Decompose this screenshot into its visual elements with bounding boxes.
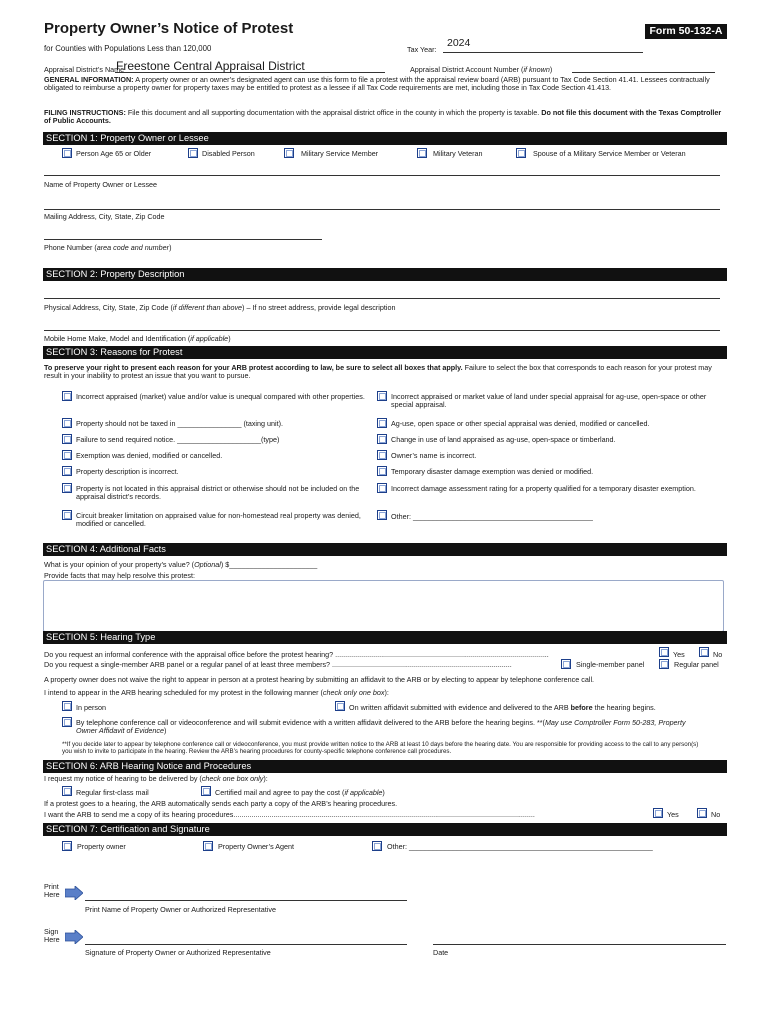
reason-ag-denied: Ag-use, open space or other special appraisal was denied, modified or cancelled. [391, 419, 650, 428]
subtitle: for Counties with Populations Less than 120,000 [44, 44, 212, 53]
physical-address-line[interactable] [44, 289, 720, 299]
phone-label: Phone Number (area code and number) [44, 243, 172, 252]
owner-name-label: Name of Property Owner or Lessee [44, 180, 158, 189]
section-6-header: SECTION 6: ARB Hearing Notice and Procedures [43, 760, 727, 773]
print-name-line[interactable] [85, 893, 407, 901]
physical-address-label: Physical Address, City, State, Zip Code (if different than above) – If no street address, provide legal description [44, 303, 396, 312]
checkbox-disabled[interactable] [188, 148, 198, 158]
informal-conference-question: Do you request an informal conference with the appraisal office before the protest hearing? ........................................................................................................... [44, 651, 549, 659]
print-name-caption: Print Name of Property Owner or Authorized Representative [85, 905, 276, 914]
telephone-label: By telephone conference call or videoconference and will submit evidence with a written affidavit delivered to the ARB before the hearing begins. **(May use Comptroller Form 50-283, Property Owner Affidavit of Evidence) [76, 718, 686, 736]
reason-exemption: Exemption was denied, modified or cancelled. [76, 451, 223, 460]
district-name[interactable]: Freestone Central Appraisal District [116, 59, 305, 73]
facts-label: Provide facts that may help resolve this protest: [44, 571, 196, 580]
mailing-address-label: Mailing Address, City, State, Zip Code [44, 212, 165, 221]
tax-year-label: Tax Year: [407, 45, 437, 54]
mobile-home-line[interactable] [44, 321, 720, 331]
checkbox-reason-notice[interactable] [62, 434, 72, 444]
checkbox-informal-no[interactable] [699, 647, 709, 657]
signature-line[interactable] [85, 937, 407, 945]
phone-line[interactable] [44, 230, 322, 240]
account-label: Appraisal District Account Number (if known) [410, 65, 553, 74]
checkbox-agent[interactable] [203, 841, 213, 851]
section-3-header: SECTION 3: Reasons for Protest [43, 346, 727, 359]
in-person-label: In person [76, 703, 106, 712]
reason-other: Other: _____________________________________________ [391, 512, 593, 521]
print-arrow-icon [65, 886, 83, 900]
checkbox-affidavit[interactable] [335, 701, 345, 711]
waive-statement: A property owner does not waive the right to appear in person at a protest hearing by submitting an affidavit to the ARB or by electing to appear by telephone conference call. [44, 675, 595, 684]
section-5-header: SECTION 5: Hearing Type [43, 631, 727, 644]
district-label: Appraisal District’s Name [44, 65, 125, 74]
account-line[interactable] [572, 64, 715, 73]
checkbox-age-65[interactable] [62, 148, 72, 158]
section-1-header: SECTION 1: Property Owner or Lessee [43, 132, 727, 145]
date-line[interactable] [433, 937, 726, 945]
checkbox-military-member[interactable] [284, 148, 294, 158]
checkbox-regular-panel[interactable] [659, 659, 669, 669]
checkbox-reason-ag-denied[interactable] [377, 418, 387, 428]
agent-label: Property Owner’s Agent [218, 842, 295, 851]
checkbox-reason-disaster[interactable] [377, 466, 387, 476]
tax-year-value[interactable]: 2024 [447, 37, 471, 49]
informal-no-label: No [713, 650, 723, 659]
property-owner-label: Property owner [77, 842, 126, 851]
form-number: Form 50-132-A [645, 24, 727, 39]
procedures-request: I want the ARB to send me a copy of its hearing procedures....................................................................................................................................................... [44, 811, 535, 819]
panel-question: Do you request a single-member ARB panel or a regular panel of at least three members? .......................................................................................... [44, 661, 512, 669]
tax-year-line [443, 44, 643, 53]
date-caption: Date [433, 948, 449, 957]
checkbox-property-owner[interactable] [62, 841, 72, 851]
regular-panel-label: Regular panel [674, 660, 719, 669]
checkbox-informal-yes[interactable] [659, 647, 669, 657]
sign-here-label: Sign Here [44, 927, 60, 945]
general-info: GENERAL INFORMATION: A property owner or an owner’s designated agent can use this form to file a protest with the appraisal review board (ARB) pursuant to Tax Code Section 41.41. Lessees contractually obligated to reimburse a property owner for property taxes may be entitled to protest as a lessee if all Tax Code requirements are met, including those in Tax Code Section 41.413. [44, 75, 710, 93]
form-title: Property Owner’s Notice of Protest [44, 20, 294, 37]
reason-damage-rating: Incorrect damage assessment rating for a property qualified for a temporary disaster exemption. [391, 484, 696, 493]
reason-not-taxed: Property should not be taxed in ________________ (taxing unit). [76, 419, 283, 428]
mailing-address-line[interactable] [44, 200, 720, 210]
checkbox-reason-location[interactable] [62, 483, 72, 493]
procedures-statement: If a protest goes to a hearing, the ARB automatically sends each party a copy of the ARB’s hearing procedures. [44, 799, 398, 808]
label-age-65: Person Age 65 or Older [76, 149, 152, 158]
checkbox-reason-special-value[interactable] [377, 391, 387, 401]
checkbox-reason-change-use[interactable] [377, 434, 387, 444]
checkbox-other-capacity[interactable] [372, 841, 382, 851]
label-military-veteran: Military Veteran [433, 149, 483, 158]
section-2-header: SECTION 2: Property Description [43, 268, 727, 281]
checkbox-in-person[interactable] [62, 701, 72, 711]
checkbox-reason-damage-rating[interactable] [377, 483, 387, 493]
notice-request: I request my notice of hearing to be delivered by (check one box only): [44, 774, 268, 783]
owner-name-line[interactable] [44, 166, 720, 176]
checkbox-reason-circuit-breaker[interactable] [62, 510, 72, 520]
reason-disaster: Temporary disaster damage exemption was denied or modified. [391, 467, 594, 476]
checkbox-reason-exemption[interactable] [62, 450, 72, 460]
checkbox-reason-not-taxed[interactable] [62, 418, 72, 428]
checkbox-single-panel[interactable] [561, 659, 571, 669]
reason-change-use: Change in use of land appraised as ag-use, open-space or timberland. [391, 435, 616, 444]
reason-market-value: Incorrect appraised (market) value and/or value is unequal compared with other properties. [76, 392, 365, 401]
facts-textbox[interactable] [43, 580, 724, 632]
label-military-member: Military Service Member [301, 149, 379, 158]
affidavit-label: On written affidavit submitted with evidence and delivered to the ARB before the hearing begins. [349, 703, 656, 712]
checkbox-reason-description[interactable] [62, 466, 72, 476]
filing-instructions: FILING INSTRUCTIONS: File this document and all supporting documentation with the appraisal district office in the county in which the property is taxable. Do not file this document with the Texas Comptroller of Public Accounts. [44, 108, 722, 126]
reason-circuit-breaker: Circuit breaker limitation on appraised value for non-homestead real property was denied, modified or cancelled. [76, 511, 361, 529]
intend-statement: I intend to appear in the ARB hearing scheduled for my protest in the following manner (check only one box): [44, 688, 389, 697]
checkbox-procedures-yes[interactable] [653, 808, 663, 818]
label-disabled: Disabled Person [202, 149, 255, 158]
checkbox-military-veteran[interactable] [417, 148, 427, 158]
mobile-home-label: Mobile Home Make, Model and Identification (if applicable) [44, 334, 231, 343]
print-here-label: Print Here [44, 882, 60, 900]
first-class-mail-label: Regular first-class mail [76, 788, 149, 797]
checkbox-reason-owner-name[interactable] [377, 450, 387, 460]
checkbox-first-class-mail[interactable] [62, 786, 72, 796]
signature-caption: Signature of Property Owner or Authorized Representative [85, 948, 271, 957]
label-military-spouse: Spouse of a Military Service Member or Veteran [533, 149, 686, 158]
reason-notice: Failure to send required notice. _____________________(type) [76, 435, 280, 444]
checkbox-military-spouse[interactable] [516, 148, 526, 158]
informal-yes-label: Yes [673, 650, 685, 659]
reason-description: Property description is incorrect. [76, 467, 179, 476]
reason-special-value: Incorrect appraised or market value of land under special appraisal for ag-use, open-space or other special appraisal. [391, 392, 707, 410]
opinion-of-value: What is your opinion of your property’s value? (Optional) $______________________ [44, 560, 318, 569]
reason-owner-name: Owner’s name is incorrect. [391, 451, 477, 460]
procedures-no-label: No [711, 810, 721, 819]
section-3-intro: To preserve your right to present each reason for your ARB protest according to law, be sure to select all boxes that apply. Failure to select the box that corresponds to each reason for your protest may result in your inability to protest an issue that you want to pursue. [44, 363, 712, 381]
sign-arrow-icon [65, 930, 83, 944]
checkbox-certified-mail[interactable] [201, 786, 211, 796]
telephone-note: **If you decide later to appear by telephone conference call or videoconference, you must provide written notice to the ARB at least 10 days before the hearing date. You are responsible for providing access to the call to any person(s) you wish to invite to participate in the hearing. Review the ARB’s hearing procedures for county-specific telephone conference call procedures. [62, 741, 699, 756]
procedures-yes-label: Yes [667, 810, 679, 819]
section-4-header: SECTION 4: Additional Facts [43, 543, 727, 556]
section-7-header: SECTION 7: Certification and Signature [43, 823, 727, 836]
reason-location: Property is not located in this appraisal district or otherwise should not be included on the appraisal district’s records. [76, 484, 360, 502]
single-panel-label: Single-member panel [576, 660, 645, 669]
checkbox-reason-market-value[interactable] [62, 391, 72, 401]
other-capacity-label: Other: _____________________________________________________________ [387, 842, 653, 851]
checkbox-reason-other[interactable] [377, 510, 387, 520]
checkbox-telephone[interactable] [62, 717, 72, 727]
checkbox-procedures-no[interactable] [697, 808, 707, 818]
certified-mail-label: Certified mail and agree to pay the cost (if applicable) [215, 788, 385, 797]
